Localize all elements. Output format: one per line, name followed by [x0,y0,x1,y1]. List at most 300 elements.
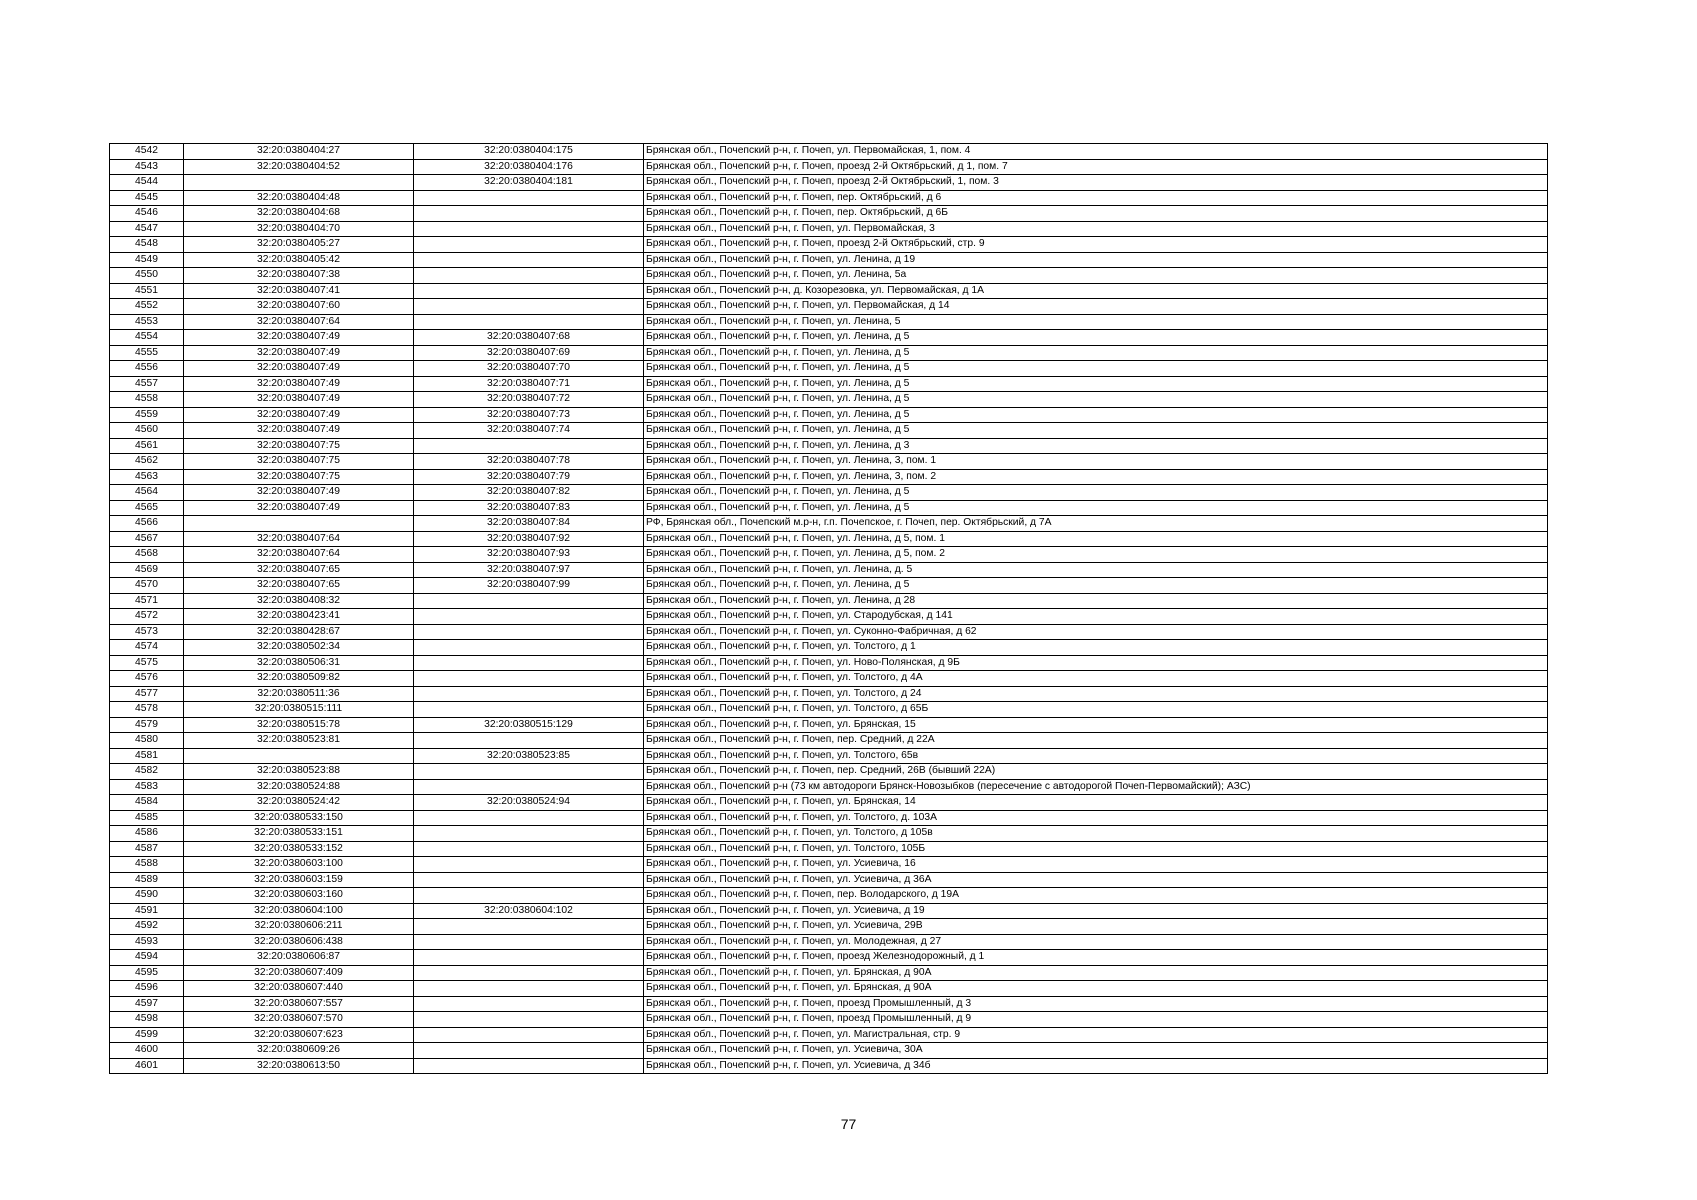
row-number-cell: 4561 [110,438,184,454]
address-cell: Брянская обл., Почепский р-н, г. Почеп, ул. Усиевича, д 36А [644,872,1548,888]
object-cadastral-number-cell: 32:20:0380407:70 [414,361,644,377]
row-number-cell: 4593 [110,934,184,950]
table-row [110,144,1548,160]
land-cadastral-number-cell: 32:20:0380515:111 [184,702,414,718]
land-cadastral-number-cell: 32:20:0380607:440 [184,981,414,997]
table-row [110,857,1548,873]
address-cell: Брянская обл., Почепский р-н, г. Почеп, ул. Магистральная, стр. 9 [644,1027,1548,1043]
address-cell: Брянская обл., Почепский р-н, г. Почеп, ул. Усиевича, 16 [644,857,1548,873]
land-cadastral-number-cell: 32:20:0380609:26 [184,1043,414,1059]
land-cadastral-number-cell: 32:20:0380606:211 [184,919,414,935]
row-number-cell: 4568 [110,547,184,563]
row-number-cell: 4569 [110,562,184,578]
land-cadastral-number-cell: 32:20:0380524:42 [184,795,414,811]
table-row [110,392,1548,408]
land-cadastral-number-cell: 32:20:0380533:152 [184,841,414,857]
row-number-cell: 4555 [110,345,184,361]
address-cell: Брянская обл., Почепский р-н, г. Почеп, ул. Ленина, д 28 [644,593,1548,609]
row-number-cell: 4560 [110,423,184,439]
row-number-cell: 4594 [110,950,184,966]
table-row [110,609,1548,625]
table-row [110,1058,1548,1074]
land-cadastral-number-cell: 32:20:0380502:34 [184,640,414,656]
table-row [110,1012,1548,1028]
address-cell: Брянская обл., Почепский р-н, г. Почеп, проезд 2-й Октябрьский, д 1, пом. 7 [644,159,1548,175]
object-cadastral-number-cell [414,221,644,237]
land-cadastral-number-cell: 32:20:0380533:151 [184,826,414,842]
address-cell: Брянская обл., Почепский р-н, г. Почеп, ул. Ленина, д 5 [644,376,1548,392]
table-row [110,1043,1548,1059]
row-number-cell: 4551 [110,283,184,299]
row-number-cell: 4592 [110,919,184,935]
table-row [110,283,1548,299]
land-cadastral-number-cell: 32:20:0380606:87 [184,950,414,966]
land-cadastral-number-cell: 32:20:0380407:49 [184,485,414,501]
address-cell: Брянская обл., Почепский р-н, г. Почеп, ул. Первомайская, д 14 [644,299,1548,315]
address-cell: Брянская обл., Почепский р-н, д. Козорезовка, ул. Первомайская, д 1А [644,283,1548,299]
row-number-cell: 4579 [110,717,184,733]
row-number-cell: 4580 [110,733,184,749]
object-cadastral-number-cell: 32:20:0380407:93 [414,547,644,563]
table-row [110,206,1548,222]
row-number-cell: 4584 [110,795,184,811]
land-cadastral-number-cell: 32:20:0380506:31 [184,655,414,671]
address-cell: Брянская обл., Почепский р-н, г. Почеп, ул. Брянская, д 90А [644,981,1548,997]
address-cell: Брянская обл., Почепский р-н, г. Почеп, ул. Брянская, д 90А [644,965,1548,981]
table-row [110,702,1548,718]
address-cell: Брянская обл., Почепский р-н, г. Почеп, ул. Ленина, 5а [644,268,1548,284]
land-cadastral-number-cell: 32:20:0380523:81 [184,733,414,749]
object-cadastral-number-cell: 32:20:0380407:83 [414,500,644,516]
object-cadastral-number-cell: 32:20:0380604:102 [414,903,644,919]
row-number-cell: 4562 [110,454,184,470]
object-cadastral-number-cell: 32:20:0380407:69 [414,345,644,361]
table-row [110,733,1548,749]
table-row [110,438,1548,454]
object-cadastral-number-cell: 32:20:0380404:175 [414,144,644,160]
table-row [110,516,1548,532]
table-row [110,500,1548,516]
row-number-cell: 4585 [110,810,184,826]
address-cell: Брянская обл., Почепский р-н, г. Почеп, ул. Ленина, 3, пом. 2 [644,469,1548,485]
table-row [110,872,1548,888]
object-cadastral-number-cell [414,779,644,795]
address-cell: Брянская обл., Почепский р-н, г. Почеп, ул. Толстого, д. 103А [644,810,1548,826]
land-cadastral-number-cell: 32:20:0380407:41 [184,283,414,299]
object-cadastral-number-cell [414,965,644,981]
object-cadastral-number-cell [414,252,644,268]
row-number-cell: 4578 [110,702,184,718]
table-row [110,221,1548,237]
object-cadastral-number-cell: 32:20:0380407:68 [414,330,644,346]
object-cadastral-number-cell [414,826,644,842]
land-cadastral-number-cell: 32:20:0380407:75 [184,454,414,470]
address-cell: Брянская обл., Почепский р-н, г. Почеп, ул. Толстого, д 105в [644,826,1548,842]
address-cell: Брянская обл., Почепский р-н, г. Почеп, ул. Брянская, 14 [644,795,1548,811]
object-cadastral-number-cell [414,950,644,966]
row-number-cell: 4571 [110,593,184,609]
table-row [110,407,1548,423]
object-cadastral-number-cell [414,593,644,609]
address-cell: Брянская обл., Почепский р-н, г. Почеп, ул. Ленина, д 5, пом. 2 [644,547,1548,563]
object-cadastral-number-cell: 32:20:0380407:71 [414,376,644,392]
address-cell: Брянская обл., Почепский р-н, г. Почеп, проезд 2-й Октябрьский, стр. 9 [644,237,1548,253]
address-cell: Брянская обл., Почепский р-н, г. Почеп, ул. Толстого, 105Б [644,841,1548,857]
land-cadastral-number-cell [184,516,414,532]
land-cadastral-number-cell: 32:20:0380607:557 [184,996,414,1012]
land-cadastral-number-cell: 32:20:0380603:160 [184,888,414,904]
address-cell: Брянская обл., Почепский р-н, г. Почеп, ул. Стародубская, д 141 [644,609,1548,625]
table-row [110,671,1548,687]
table-row [110,578,1548,594]
table-row [110,562,1548,578]
land-cadastral-number-cell [184,175,414,191]
land-cadastral-number-cell: 32:20:0380404:70 [184,221,414,237]
row-number-cell: 4570 [110,578,184,594]
land-cadastral-number-cell: 32:20:0380407:64 [184,531,414,547]
row-number-cell: 4587 [110,841,184,857]
row-number-cell: 4566 [110,516,184,532]
land-cadastral-number-cell: 32:20:0380603:100 [184,857,414,873]
address-cell: Брянская обл., Почепский р-н, г. Почеп, ул. Усиевича, 29В [644,919,1548,935]
land-cadastral-number-cell: 32:20:0380524:88 [184,779,414,795]
object-cadastral-number-cell [414,872,644,888]
object-cadastral-number-cell [414,624,644,640]
address-cell: Брянская обл., Почепский р-н, г. Почеп, ул. Ново-Полянская, д 9Б [644,655,1548,671]
object-cadastral-number-cell [414,268,644,284]
land-cadastral-number-cell: 32:20:0380407:65 [184,562,414,578]
address-cell: Брянская обл., Почепский р-н, г. Почеп, ул. Ленина, д 5 [644,578,1548,594]
land-cadastral-number-cell: 32:20:0380603:159 [184,872,414,888]
table-row [110,159,1548,175]
row-number-cell: 4542 [110,144,184,160]
address-cell: Брянская обл., Почепский р-н, г. Почеп, ул. Толстого, д 65Б [644,702,1548,718]
row-number-cell: 4588 [110,857,184,873]
table-row [110,237,1548,253]
row-number-cell: 4556 [110,361,184,377]
land-cadastral-number-cell: 32:20:0380428:67 [184,624,414,640]
land-cadastral-number-cell: 32:20:0380407:49 [184,345,414,361]
table-row [110,717,1548,733]
row-number-cell: 4559 [110,407,184,423]
address-cell: РФ, Брянская обл., Почепский м.р-н, г.п. Почепское, г. Почеп, пер. Октябрьский, д 7А [644,516,1548,532]
object-cadastral-number-cell [414,206,644,222]
land-cadastral-number-cell: 32:20:0380407:49 [184,500,414,516]
land-cadastral-number-cell: 32:20:0380423:41 [184,609,414,625]
address-cell: Брянская обл., Почепский р-н, г. Почеп, ул. Ленина, 5 [644,314,1548,330]
table-row [110,376,1548,392]
land-cadastral-number-cell: 32:20:0380607:570 [184,1012,414,1028]
address-cell: Брянская обл., Почепский р-н, г. Почеп, проезд Промышленный, д 9 [644,1012,1548,1028]
row-number-cell: 4567 [110,531,184,547]
address-cell: Брянская обл., Почепский р-н, г. Почеп, ул. Ленина, д 5 [644,423,1548,439]
table-row [110,795,1548,811]
table-row [110,686,1548,702]
object-cadastral-number-cell [414,810,644,826]
address-cell: Брянская обл., Почепский р-н, г. Почеп, ул. Ленина, д 5 [644,345,1548,361]
table-row [110,423,1548,439]
row-number-cell: 4563 [110,469,184,485]
table-row [110,345,1548,361]
object-cadastral-number-cell [414,1012,644,1028]
row-number-cell: 4545 [110,190,184,206]
address-cell: Брянская обл., Почепский р-н, г. Почеп, ул. Суконно-Фабричная, д 62 [644,624,1548,640]
land-cadastral-number-cell: 32:20:0380404:52 [184,159,414,175]
row-number-cell: 4564 [110,485,184,501]
row-number-cell: 4546 [110,206,184,222]
row-number-cell: 4577 [110,686,184,702]
address-cell: Брянская обл., Почепский р-н, г. Почеп, пер. Средний, д 22А [644,733,1548,749]
table-row [110,531,1548,547]
row-number-cell: 4558 [110,392,184,408]
address-cell: Брянская обл., Почепский р-н, г. Почеп, ул. Ленина, д. 5 [644,562,1548,578]
object-cadastral-number-cell: 32:20:0380407:73 [414,407,644,423]
table-row [110,934,1548,950]
address-cell: Брянская обл., Почепский р-н, г. Почеп, пер. Володарского, д 19А [644,888,1548,904]
address-cell: Брянская обл., Почепский р-н, г. Почеп, проезд Железнодорожный, д 1 [644,950,1548,966]
row-number-cell: 4591 [110,903,184,919]
row-number-cell: 4552 [110,299,184,315]
table-row [110,330,1548,346]
table-row [110,485,1548,501]
object-cadastral-number-cell: 32:20:0380523:85 [414,748,644,764]
address-cell: Брянская обл., Почепский р-н, г. Почеп, ул. Ленина, д 5 [644,485,1548,501]
land-cadastral-number-cell: 32:20:0380405:42 [184,252,414,268]
object-cadastral-number-cell [414,1027,644,1043]
object-cadastral-number-cell [414,981,644,997]
row-number-cell: 4596 [110,981,184,997]
row-number-cell: 4590 [110,888,184,904]
land-cadastral-number-cell: 32:20:0380509:82 [184,671,414,687]
address-cell: Брянская обл., Почепский р-н, г. Почеп, ул. Брянская, 15 [644,717,1548,733]
table-row [110,996,1548,1012]
object-cadastral-number-cell [414,841,644,857]
object-cadastral-number-cell [414,1058,644,1074]
address-cell: Брянская обл., Почепский р-н, г. Почеп, ул. Ленина, д 5 [644,392,1548,408]
table-row [110,655,1548,671]
address-cell: Брянская обл., Почепский р-н, г. Почеп, пер. Октябрьский, д 6Б [644,206,1548,222]
land-cadastral-number-cell: 32:20:0380408:32 [184,593,414,609]
object-cadastral-number-cell: 32:20:0380407:99 [414,578,644,594]
table-row [110,547,1548,563]
table-row [110,314,1548,330]
row-number-cell: 4586 [110,826,184,842]
address-cell: Брянская обл., Почепский р-н, г. Почеп, ул. Ленина, д 5 [644,407,1548,423]
page-number: 77 [840,1116,857,1132]
table-row [110,268,1548,284]
table-row [110,1027,1548,1043]
object-cadastral-number-cell [414,671,644,687]
land-cadastral-number-cell: 32:20:0380407:64 [184,547,414,563]
row-number-cell: 4544 [110,175,184,191]
object-cadastral-number-cell [414,655,644,671]
table-row [110,252,1548,268]
table-row [110,175,1548,191]
land-cadastral-number-cell: 32:20:0380407:38 [184,268,414,284]
object-cadastral-number-cell [414,733,644,749]
table-row [110,361,1548,377]
land-cadastral-number-cell: 32:20:0380404:27 [184,144,414,160]
address-cell: Брянская обл., Почепский р-н, г. Почеп, ул. Толстого, д 24 [644,686,1548,702]
table-row [110,950,1548,966]
land-cadastral-number-cell: 32:20:0380511:36 [184,686,414,702]
address-cell: Брянская обл., Почепский р-н, г. Почеп, ул. Толстого, 65в [644,748,1548,764]
address-cell: Брянская обл., Почепский р-н, г. Почеп, ул. Усиевича, д 34б [644,1058,1548,1074]
row-number-cell: 4565 [110,500,184,516]
object-cadastral-number-cell [414,190,644,206]
address-cell: Брянская обл., Почепский р-н, г. Почеп, ул. Толстого, д 1 [644,640,1548,656]
row-number-cell: 4600 [110,1043,184,1059]
address-cell: Брянская обл., Почепский р-н, г. Почеп, ул. Усиевича, д 19 [644,903,1548,919]
object-cadastral-number-cell [414,702,644,718]
object-cadastral-number-cell [414,314,644,330]
address-cell: Брянская обл., Почепский р-н, г. Почеп, ул. Усиевича, 30А [644,1043,1548,1059]
row-number-cell: 4601 [110,1058,184,1074]
table-row [110,826,1548,842]
object-cadastral-number-cell: 32:20:0380515:129 [414,717,644,733]
row-number-cell: 4549 [110,252,184,268]
object-cadastral-number-cell: 32:20:0380407:92 [414,531,644,547]
land-cadastral-number-cell: 32:20:0380407:49 [184,407,414,423]
object-cadastral-number-cell: 32:20:0380407:84 [414,516,644,532]
land-cadastral-number-cell: 32:20:0380533:150 [184,810,414,826]
row-number-cell: 4554 [110,330,184,346]
table-row [110,624,1548,640]
row-number-cell: 4543 [110,159,184,175]
row-number-cell: 4595 [110,965,184,981]
object-cadastral-number-cell: 32:20:0380404:181 [414,175,644,191]
land-cadastral-number-cell: 32:20:0380407:60 [184,299,414,315]
row-number-cell: 4582 [110,764,184,780]
object-cadastral-number-cell [414,640,644,656]
row-number-cell: 4574 [110,640,184,656]
land-cadastral-number-cell: 32:20:0380613:50 [184,1058,414,1074]
object-cadastral-number-cell [414,438,644,454]
land-cadastral-number-cell: 32:20:0380407:49 [184,361,414,377]
object-cadastral-number-cell: 32:20:0380407:78 [414,454,644,470]
table-row [110,190,1548,206]
land-cadastral-number-cell: 32:20:0380515:78 [184,717,414,733]
row-number-cell: 4589 [110,872,184,888]
row-number-cell: 4557 [110,376,184,392]
object-cadastral-number-cell: 32:20:0380407:82 [414,485,644,501]
object-cadastral-number-cell: 32:20:0380407:97 [414,562,644,578]
row-number-cell: 4573 [110,624,184,640]
address-cell: Брянская обл., Почепский р-н, г. Почеп, ул. Толстого, д 4А [644,671,1548,687]
row-number-cell: 4576 [110,671,184,687]
address-cell: Брянская обл., Почепский р-н, г. Почеп, ул. Первомайская, 1, пом. 4 [644,144,1548,160]
row-number-cell: 4550 [110,268,184,284]
address-cell: Брянская обл., Почепский р-н (73 км автодороги Брянск-Новозыбков (пересечение с автодорогой Почеп-Первомайский); АЗС) [644,779,1548,795]
registry-table [109,143,1548,1074]
address-cell: Брянская обл., Почепский р-н, г. Почеп, ул. Ленина, 3, пом. 1 [644,454,1548,470]
address-cell: Брянская обл., Почепский р-н, г. Почеп, ул. Ленина, д 5 [644,500,1548,516]
land-cadastral-number-cell: 32:20:0380405:27 [184,237,414,253]
table-row [110,981,1548,997]
address-cell: Брянская обл., Почепский р-н, г. Почеп, пер. Октябрьский, д 6 [644,190,1548,206]
land-cadastral-number-cell: 32:20:0380404:48 [184,190,414,206]
land-cadastral-number-cell: 32:20:0380407:49 [184,423,414,439]
object-cadastral-number-cell: 32:20:0380407:74 [414,423,644,439]
land-cadastral-number-cell: 32:20:0380606:438 [184,934,414,950]
table-row [110,469,1548,485]
table-row [110,841,1548,857]
object-cadastral-number-cell [414,764,644,780]
object-cadastral-number-cell [414,934,644,950]
object-cadastral-number-cell: 32:20:0380404:176 [414,159,644,175]
row-number-cell: 4598 [110,1012,184,1028]
address-cell: Брянская обл., Почепский р-н, г. Почеп, ул. Ленина, д 5, пом. 1 [644,531,1548,547]
land-cadastral-number-cell: 32:20:0380407:49 [184,392,414,408]
row-number-cell: 4572 [110,609,184,625]
land-cadastral-number-cell: 32:20:0380404:68 [184,206,414,222]
address-cell: Брянская обл., Почепский р-н, г. Почеп, ул. Ленина, д 19 [644,252,1548,268]
land-cadastral-number-cell: 32:20:0380604:100 [184,903,414,919]
object-cadastral-number-cell: 32:20:0380524:94 [414,795,644,811]
land-cadastral-number-cell: 32:20:0380407:75 [184,438,414,454]
row-number-cell: 4575 [110,655,184,671]
object-cadastral-number-cell [414,686,644,702]
row-number-cell: 4599 [110,1027,184,1043]
address-cell: Брянская обл., Почепский р-н, г. Почеп, ул. Первомайская, 3 [644,221,1548,237]
address-cell: Брянская обл., Почепский р-н, г. Почеп, ул. Молодежная, д 27 [644,934,1548,950]
object-cadastral-number-cell [414,283,644,299]
land-cadastral-number-cell: 32:20:0380607:409 [184,965,414,981]
land-cadastral-number-cell: 32:20:0380407:64 [184,314,414,330]
object-cadastral-number-cell [414,996,644,1012]
table-row [110,965,1548,981]
table-row [110,919,1548,935]
address-cell: Брянская обл., Почепский р-н, г. Почеп, ул. Ленина, д 3 [644,438,1548,454]
address-cell: Брянская обл., Почепский р-н, г. Почеп, проезд Промышленный, д 3 [644,996,1548,1012]
row-number-cell: 4548 [110,237,184,253]
object-cadastral-number-cell [414,299,644,315]
land-cadastral-number-cell: 32:20:0380407:65 [184,578,414,594]
object-cadastral-number-cell [414,888,644,904]
table-row [110,748,1548,764]
registry-table-body [110,144,1548,1074]
row-number-cell: 4581 [110,748,184,764]
table-row [110,454,1548,470]
table-row [110,299,1548,315]
row-number-cell: 4547 [110,221,184,237]
land-cadastral-number-cell: 32:20:0380523:88 [184,764,414,780]
land-cadastral-number-cell: 32:20:0380607:623 [184,1027,414,1043]
table-row [110,593,1548,609]
land-cadastral-number-cell: 32:20:0380407:49 [184,330,414,346]
object-cadastral-number-cell: 32:20:0380407:72 [414,392,644,408]
address-cell: Брянская обл., Почепский р-н, г. Почеп, ул. Ленина, д 5 [644,330,1548,346]
table-row [110,903,1548,919]
object-cadastral-number-cell: 32:20:0380407:79 [414,469,644,485]
object-cadastral-number-cell [414,919,644,935]
table-row [110,810,1548,826]
object-cadastral-number-cell [414,857,644,873]
table-row [110,888,1548,904]
address-cell: Брянская обл., Почепский р-н, г. Почеп, ул. Ленина, д 5 [644,361,1548,377]
land-cadastral-number-cell [184,748,414,764]
table-row [110,779,1548,795]
object-cadastral-number-cell [414,237,644,253]
land-cadastral-number-cell: 32:20:0380407:49 [184,376,414,392]
address-cell: Брянская обл., Почепский р-н, г. Почеп, пер. Средний, 26В (бывший 22А) [644,764,1548,780]
row-number-cell: 4597 [110,996,184,1012]
object-cadastral-number-cell [414,609,644,625]
land-cadastral-number-cell: 32:20:0380407:75 [184,469,414,485]
row-number-cell: 4553 [110,314,184,330]
table-row [110,640,1548,656]
address-cell: Брянская обл., Почепский р-н, г. Почеп, проезд 2-й Октябрьский, 1, пом. 3 [644,175,1548,191]
